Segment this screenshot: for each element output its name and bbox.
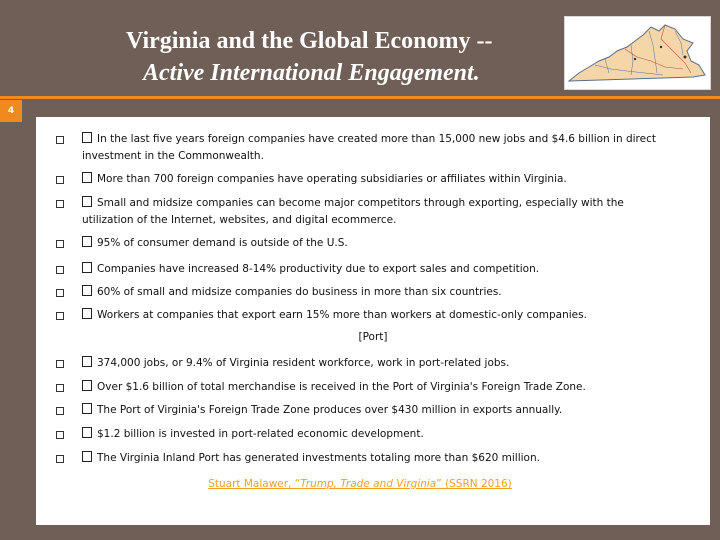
list-item-text: 374,000 jobs, or 9.4% of Virginia resident workforce, work in port-related jobs. <box>97 357 510 369</box>
checkbox-glyph <box>82 308 92 319</box>
checkbox-glyph <box>82 262 92 273</box>
list-item <box>56 284 676 301</box>
bullet-marker <box>56 240 64 248</box>
checkbox-glyph <box>82 451 92 462</box>
list-item <box>56 402 676 419</box>
citation-link[interactable] <box>0 478 720 490</box>
citation-title: Trump, Trade and Virginia <box>300 478 437 490</box>
bullet-marker <box>56 136 64 144</box>
list-item <box>56 307 676 324</box>
bullet-marker <box>56 289 64 297</box>
slide-number: 4 <box>0 100 22 122</box>
list-item <box>56 131 676 165</box>
bullet-marker <box>56 200 64 208</box>
list-item-text: Companies have increased 8-14% productivity due to export sales and competition. <box>97 263 540 275</box>
slide-content <box>36 117 710 525</box>
virginia-map-icon <box>565 17 710 89</box>
bullet-marker <box>56 407 64 415</box>
checkbox-glyph <box>82 236 92 247</box>
list-item <box>56 426 676 443</box>
checkbox-glyph <box>82 285 92 296</box>
checkbox-glyph <box>82 196 92 207</box>
list-item-text: $1.2 billion is invested in port-related economic development. <box>97 428 424 440</box>
bullet-marker <box>56 360 64 368</box>
checkbox-glyph <box>82 172 92 183</box>
list-item-text: The Virginia Inland Port has generated investments totaling more than $620 million. <box>97 452 540 464</box>
slide-header <box>0 0 720 95</box>
list-item-text: Over $1.6 billion of total merchandise is received in the Port of Virginia's Foreign Trade Zone. <box>97 381 586 393</box>
bullet-marker <box>56 384 64 392</box>
bullet-marker <box>56 266 64 274</box>
list-item-text: 95% of consumer demand is outside of the U.S. <box>97 237 348 249</box>
citation-suffix: ” (SSRN 2016) <box>436 478 512 490</box>
list-item <box>56 235 676 252</box>
checkbox-glyph <box>82 403 92 414</box>
list-item-text: The Port of Virginia's Foreign Trade Zone produces over $430 million in exports annually. <box>97 404 563 416</box>
list-item-text: In the last five years foreign companies have created more than 15,000 new jobs and $4.6 billion in direct investment in the Commonwealth. <box>82 133 656 162</box>
list-item <box>56 195 676 229</box>
list-item-text: 60% of small and midsize companies do business in more than six countries. <box>97 286 502 298</box>
bullet-marker <box>56 455 64 463</box>
list-item <box>56 261 676 278</box>
checkbox-glyph <box>82 132 92 143</box>
bullet-marker <box>56 431 64 439</box>
list-item-text: More than 700 foreign companies have operating subsidiaries or affiliates within Virginia. <box>97 173 567 185</box>
list-item <box>56 355 676 372</box>
slide-title-line1: Virginia and the Global Economy -- <box>126 28 493 54</box>
accent-divider <box>0 96 720 99</box>
list-item-text: Workers at companies that export earn 15% more than workers at domestic-only companies. <box>97 309 587 321</box>
section-label-port: [Port] <box>358 331 388 343</box>
list-item-text: Small and midsize companies can become major competitors through exporting, especially with the utilization of the Internet, websites, and digital ecommerce. <box>82 197 624 226</box>
list-item <box>56 450 676 467</box>
bullet-marker <box>56 312 64 320</box>
checkbox-glyph <box>82 380 92 391</box>
citation-author: Stuart Malawer, “ <box>208 478 301 490</box>
list-item <box>56 379 676 396</box>
virginia-map-image <box>564 16 711 90</box>
slide-title-line2: Active International Engagement. <box>143 60 480 86</box>
checkbox-glyph <box>82 356 92 367</box>
list-item <box>56 171 676 188</box>
bullet-marker <box>56 176 64 184</box>
checkbox-glyph <box>82 427 92 438</box>
